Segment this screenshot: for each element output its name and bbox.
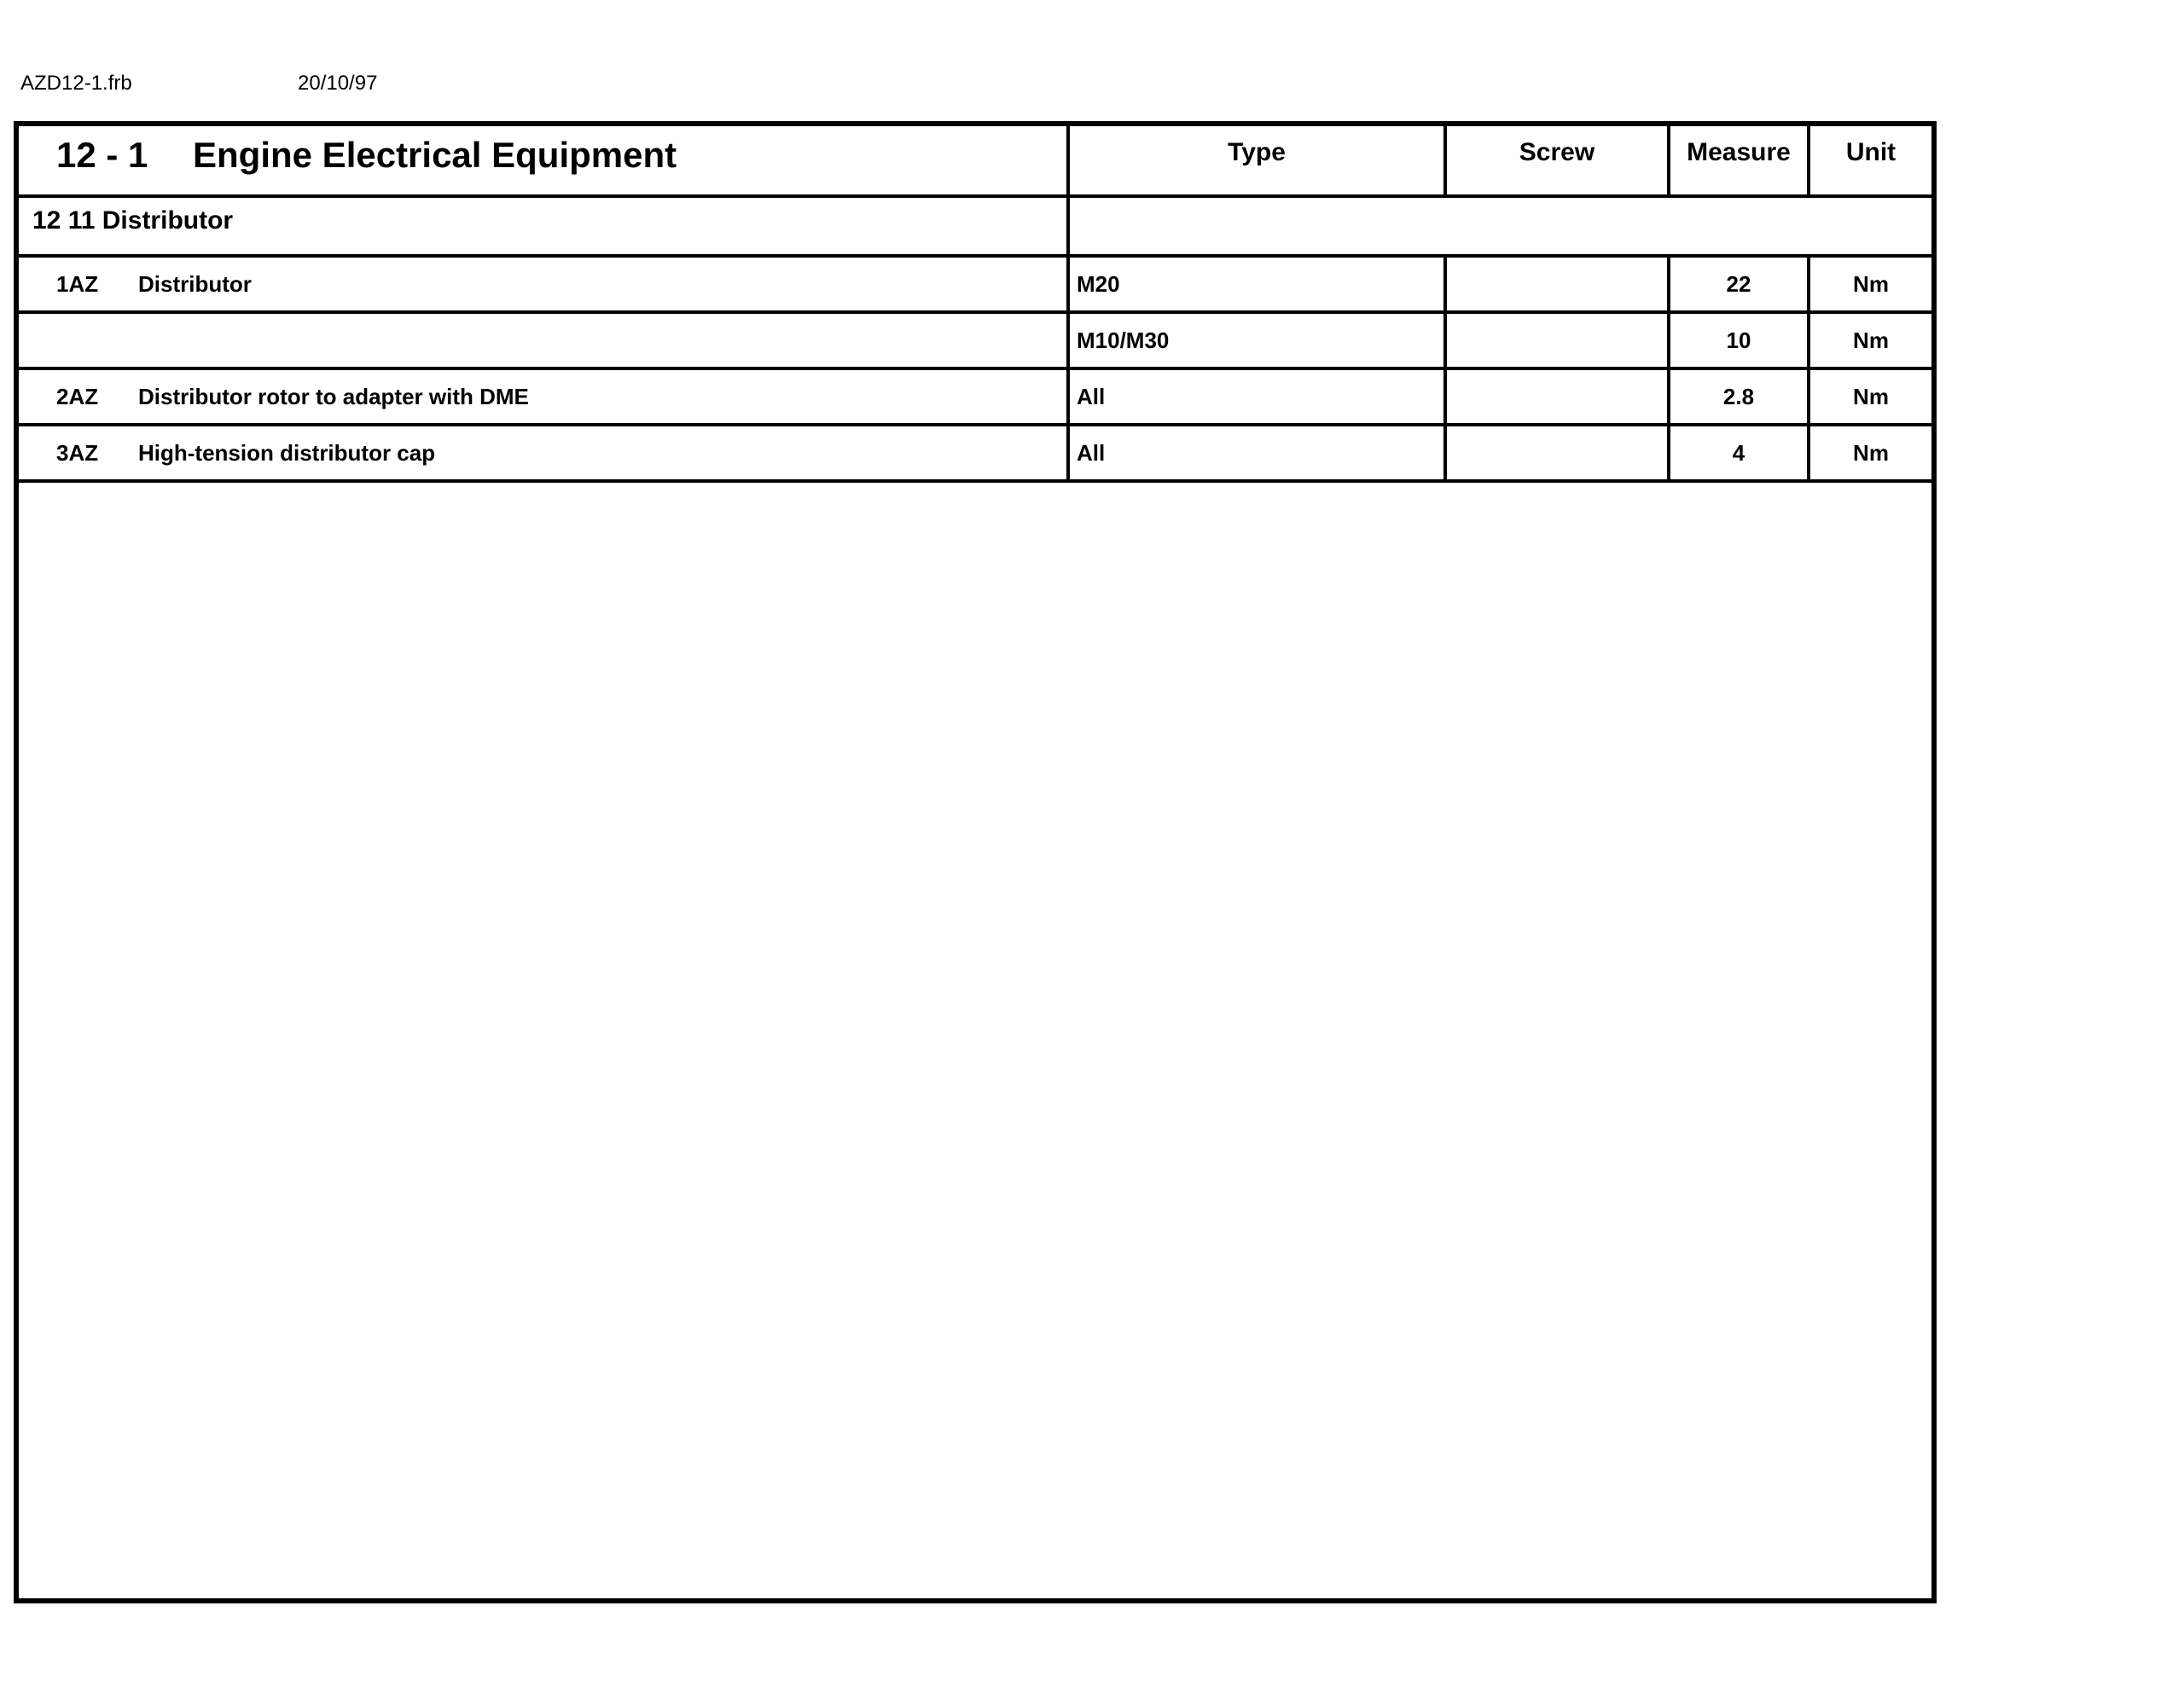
table-row (19, 368, 1931, 425)
item-unit: Nm (1809, 312, 1931, 368)
section-title: 12 11 Distributor (19, 196, 1068, 256)
item-unit: Nm (1809, 256, 1931, 312)
table-row (19, 256, 1931, 312)
torque-table-frame (14, 121, 1937, 1603)
item-measure: 4 (1669, 425, 1809, 481)
section-blank-cell (1068, 196, 1931, 256)
item-screw (1445, 368, 1669, 425)
item-type: All (1068, 425, 1445, 481)
item-measure: 2.8 (1669, 368, 1809, 425)
column-header-screw: Screw (1445, 126, 1669, 196)
item-screw (1445, 256, 1669, 312)
torque-table (19, 126, 1931, 483)
item-description: Distributor (138, 270, 252, 297)
item-cell (19, 312, 1068, 368)
document-date: 20/10/97 (298, 72, 378, 95)
item-unit: Nm (1809, 425, 1931, 481)
table-row (19, 312, 1931, 368)
item-screw (1445, 425, 1669, 481)
item-type: M10/M30 (1068, 312, 1445, 368)
chapter-number: 12 - 1 (56, 135, 148, 175)
item-description: Distributor rotor to adapter with DME (138, 383, 529, 409)
item-screw (1445, 312, 1669, 368)
item-description: High-tension distributor cap (138, 439, 436, 466)
chapter-title: Engine Electrical Equipment (193, 135, 677, 175)
item-cell (19, 368, 1068, 425)
section-row (19, 196, 1931, 256)
table-header-row (19, 126, 1931, 196)
item-code: 3AZ (56, 439, 99, 466)
item-measure: 10 (1669, 312, 1809, 368)
item-type: M20 (1068, 256, 1445, 312)
item-cell (19, 425, 1068, 481)
column-header-measure: Measure (1669, 126, 1809, 196)
table-row (19, 425, 1931, 481)
item-measure: 22 (1669, 256, 1809, 312)
column-header-type: Type (1068, 126, 1445, 196)
item-code: 1AZ (56, 270, 99, 297)
item-cell (19, 256, 1068, 312)
column-header-unit: Unit (1809, 126, 1931, 196)
file-name: AZD12-1.frb (20, 72, 132, 95)
item-unit: Nm (1809, 368, 1931, 425)
item-type: All (1068, 368, 1445, 425)
table-title-cell (19, 126, 1068, 196)
item-code: 2AZ (56, 383, 99, 409)
